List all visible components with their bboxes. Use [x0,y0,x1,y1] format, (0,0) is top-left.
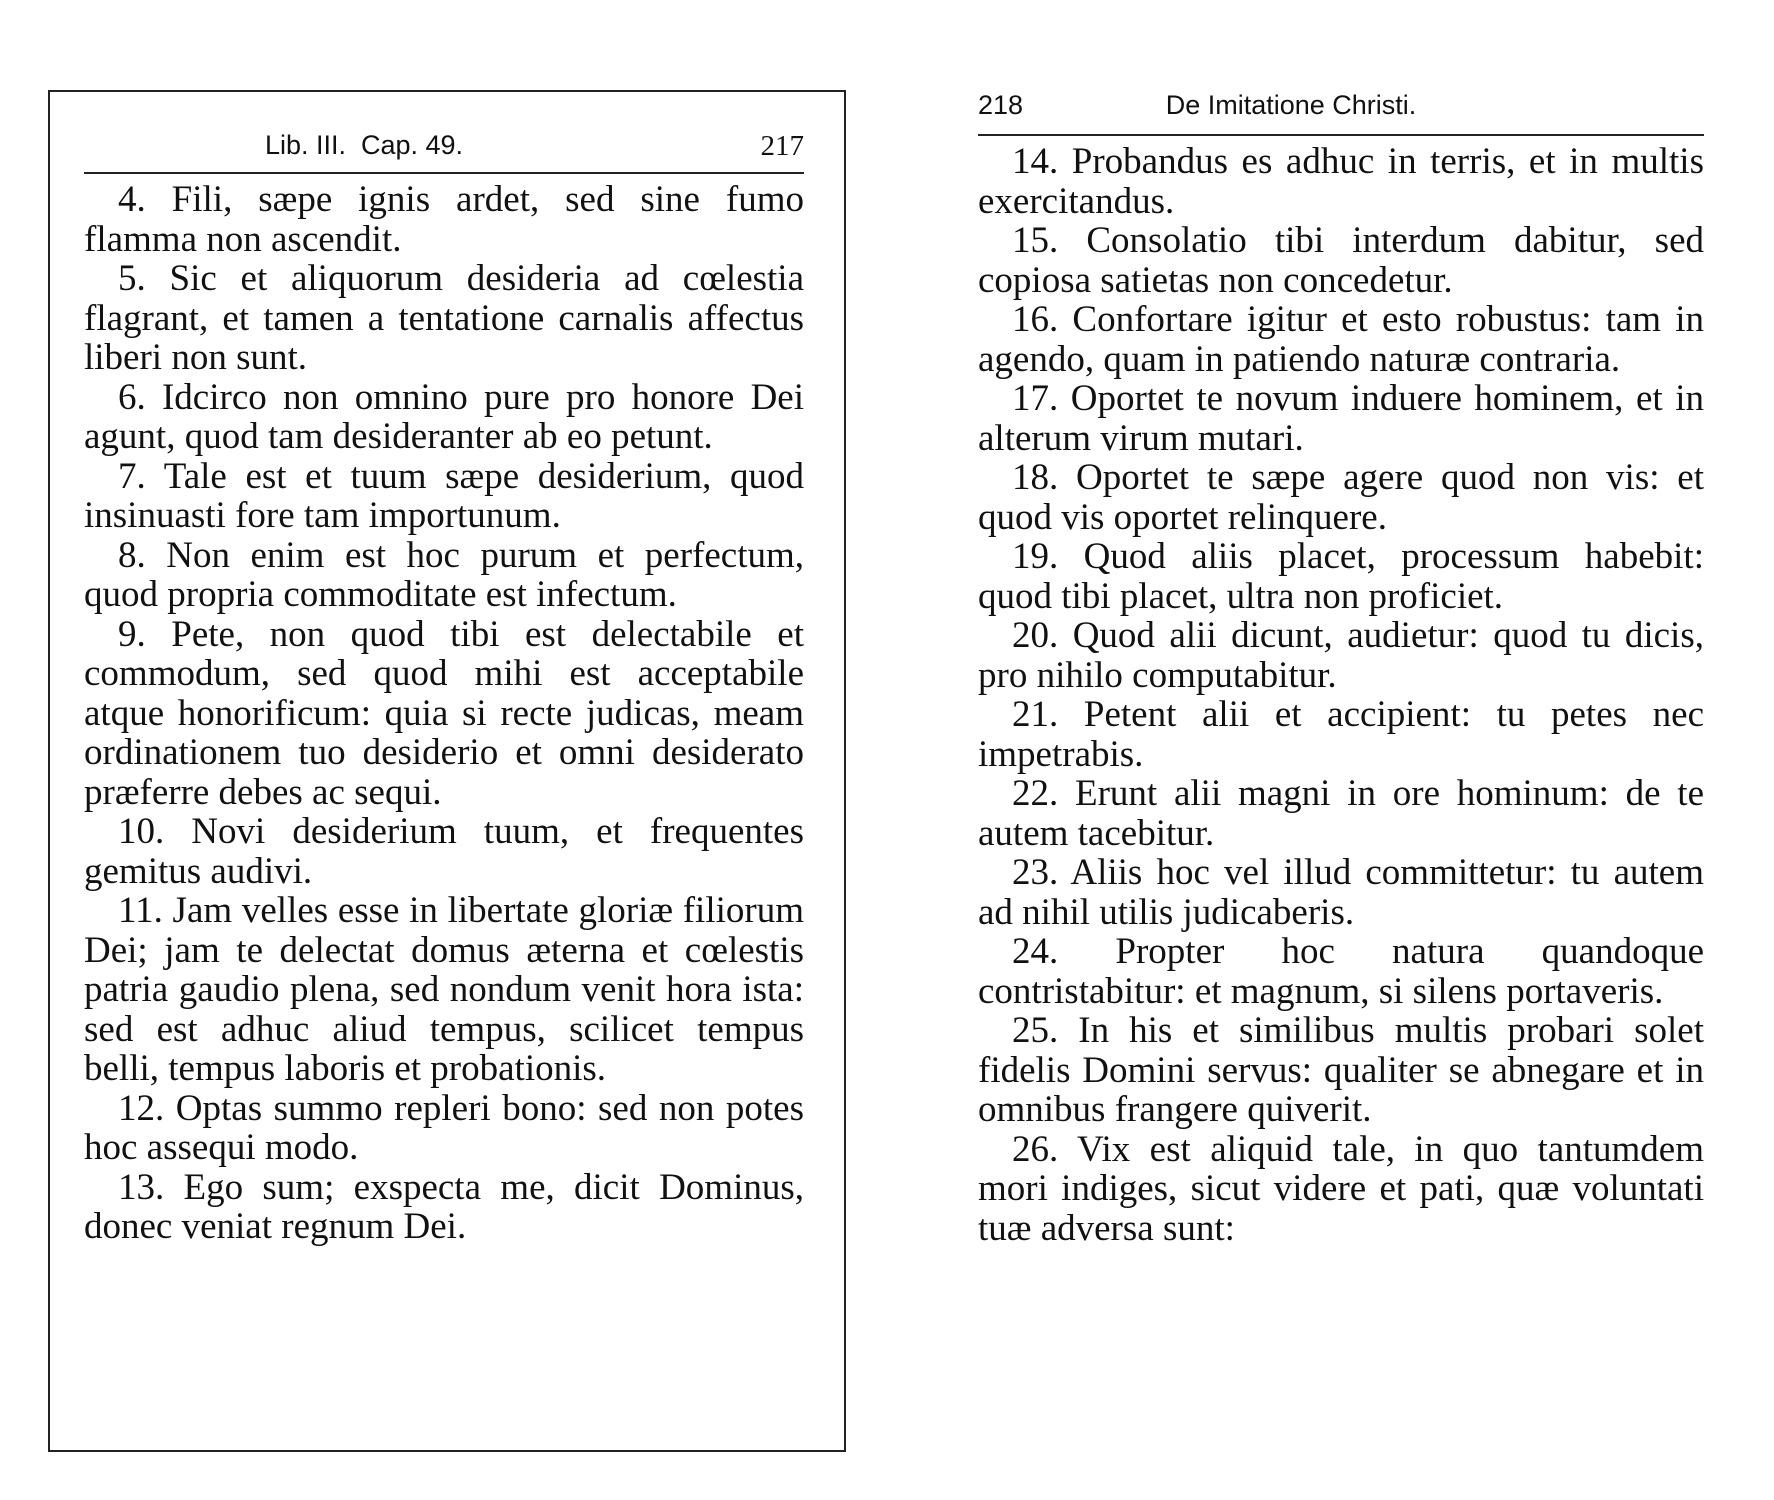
paragraph: 14. Probandus es adhuc in terris, et in multis exercitandus. [978,141,1704,222]
paragraph: 10. Novi desiderium tuum, et frequentes gemitus audivi. [84,811,804,892]
running-title: De Imitatione Christi. [1165,90,1417,120]
paragraph: 26. Vix est aliquid tale, in quo tantumdem mori indiges, sicut videre et pati, quæ voluntati tuæ adversa sunt: [978,1128,1704,1249]
paragraph: 16. Confortare igitur et esto robustus: tam in agendo, quam in patiendo naturæ contraria. [978,299,1704,380]
paragraph: 13. Ego sum; exspecta me, dicit Dominus, donec veniat regnum Dei. [84,1166,804,1247]
paragraph: 17. Oportet te novum induere hominem, et in alterum virum mutari. [978,378,1704,459]
paragraph: 18. Oportet te sæpe agere quod non vis: et quod vis oportet relinquere. [978,457,1704,538]
paragraph: 23. Aliis hoc vel illud committetur: tu autem ad nihil utilis judicaberis. [978,852,1704,933]
running-header [978,90,1704,142]
paragraph: 5. Sic et aliquorum desideria ad cœlestia flagrant, et tamen a tentatione carnalis affectus liberi non sunt. [84,258,804,378]
running-header [84,120,804,172]
paragraph: 11. Jam velles esse in libertate gloriæ filiorum Dei; jam te delectat domus æterna et cœlestis patria gaudio plena, sed nondum venit hora ista: sed est adhuc aliud tempus, scilicet tempus belli, tempus laboris et probationis. [84,890,804,1089]
header-rule [84,172,804,174]
page-number: 217 [760,130,804,162]
left-page [48,90,846,1452]
paragraph: 24. Propter hoc natura quandoque contristabitur: et magnum, si silens portaveris. [978,931,1704,1012]
body-text [84,180,804,1247]
paragraph: 6. Idcirco non omnino pure pro honore Dei agunt, quod tam desideranter ab eo petunt. [84,376,804,457]
paragraph: 22. Erunt alii magni in ore hominum: de te autem tacebitur. [978,773,1704,854]
body-text [978,142,1704,1248]
paragraph: 12. Optas summo repleri bono: sed non potes hoc assequi modo. [84,1087,804,1168]
right-page [978,90,1704,1452]
running-title: Lib. III. Cap. 49. [264,130,464,160]
page-number: 218 [978,90,1024,120]
paragraph: 19. Quod aliis placet, processum habebit: quod tibi placet, ultra non proficiet. [978,536,1704,617]
paragraph: 20. Quod alii dicunt, audietur: quod tu dicis, pro nihilo computabitur. [978,615,1704,696]
paragraph: 25. In his et similibus multis probari solet fidelis Domini servus: qualiter se abnegare et in omnibus frangere quiverit. [978,1010,1704,1130]
paragraph: 8. Non enim est hoc purum et perfectum, quod propria commoditate est infectum. [84,534,804,615]
paragraph: 15. Consolatio tibi interdum dabitur, sed copiosa satietas non concedetur. [978,220,1704,301]
paragraph: 21. Petent alii et accipient: tu petes nec impetrabis. [978,694,1704,775]
paragraph: 4. Fili, sæpe ignis ardet, sed sine fumo flamma non ascendit. [84,179,804,260]
paragraph: 7. Tale est et tuum sæpe desiderium, quod insinuasti fore tam importunum. [84,455,804,536]
paragraph: 9. Pete, non quod tibi est delectabile et commodum, sed quod mihi est acceptabile atque honorificum: quia si recte judicas, meam ordinationem tuo desiderio et omni desiderato præferre debes ac sequi. [84,613,804,813]
